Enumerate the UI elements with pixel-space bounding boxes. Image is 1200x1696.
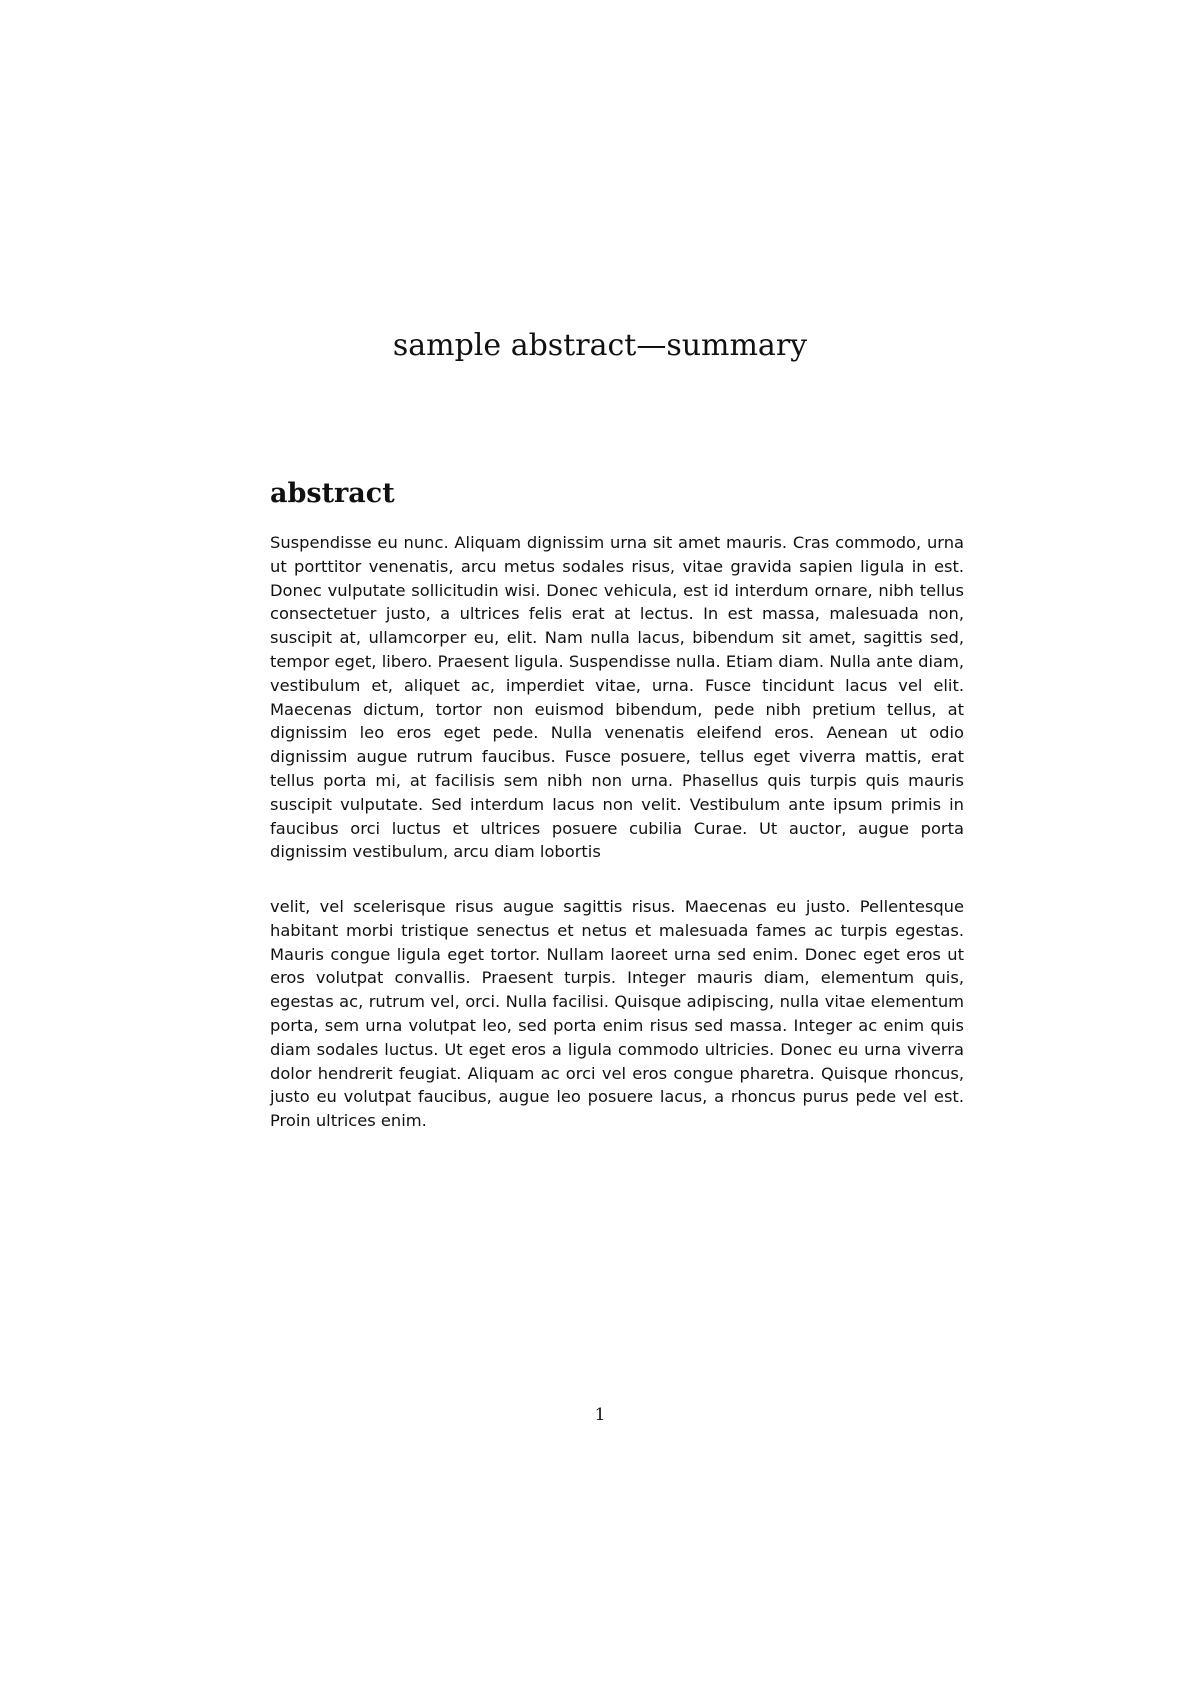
page-number: 1 [594, 1405, 606, 1425]
abstract-paragraph: Suspendisse eu nunc. Aliquam dignissim urna sit amet mauris. Cras commodo, urna ut porttitor venenatis, arcu metus sodales risus, vitae gravida sapien ligula in est. Donec vulputate sollicitudin wisi. Donec vehicula, est id interdum ornare, nibh tellus consectetuer justo, a ultrices felis erat at lectus. In est massa, malesuada non, suscipit at, ullamcorper eu, elit. Nam nulla lacus, bibendum sit amet, sagittis sed, tempor eget, libero. Praesent ligula. Suspendisse nulla. Etiam diam. Nulla ante diam, vestibulum et, aliquet ac, imperdiet vitae, urna. Fusce tincidunt lacus vel elit. Maecenas dictum, tortor non euismod bibendum, pede nibh pretium tellus, at dignissim leo eros eget pede. Nulla venenatis eleifend eros. Aenean ut odio dignissim augue rutrum faucibus. Fusce posuere, tellus eget viverra mattis, erat tellus porta mi, at facilisis sem nibh non urna. Phasellus quis turpis quis mauris suscipit vulputate. Sed interdum lacus non velit. Vestibulum ante ipsum primis in faucibus orci luctus et ultrices posuere cubilia Curae. Ut auctor, augue porta dignissim vestibulum, arcu diam lobortis [270, 533, 964, 862]
page-title: sample abstract—summary [392, 328, 808, 363]
abstract-paragraph-continued: velit, vel scelerisque risus augue sagittis risus. Maecenas eu justo. Pellentesque habitant morbi tristique senectus et netus et malesuada fames ac turpis egestas. Mauris congue ligula eget tortor. Nullam laoreet urna sed enim. Donec eget eros ut eros volutpat convallis. Praesent turpis. Integer mauris diam, elementum quis, egestas ac, rutrum vel, orci. Nulla facilisi. Quisque adipiscing, nulla vitae elementum porta, sem urna volutpat leo, sed porta enim risus sed massa. Integer ac enim quis diam sodales luctus. Ut eget eros a ligula commodo ultricies. Donec eu urna viverra dolor hendrerit feugiat. Aliquam ac orci vel eros congue pharetra. Quisque rhoncus, justo eu volutpat faucibus, augue leo posuere lacus, a rhoncus purus pede vel est. Proin ultrices enim. [270, 897, 964, 1131]
section-heading-abstract: abstract [270, 478, 395, 509]
